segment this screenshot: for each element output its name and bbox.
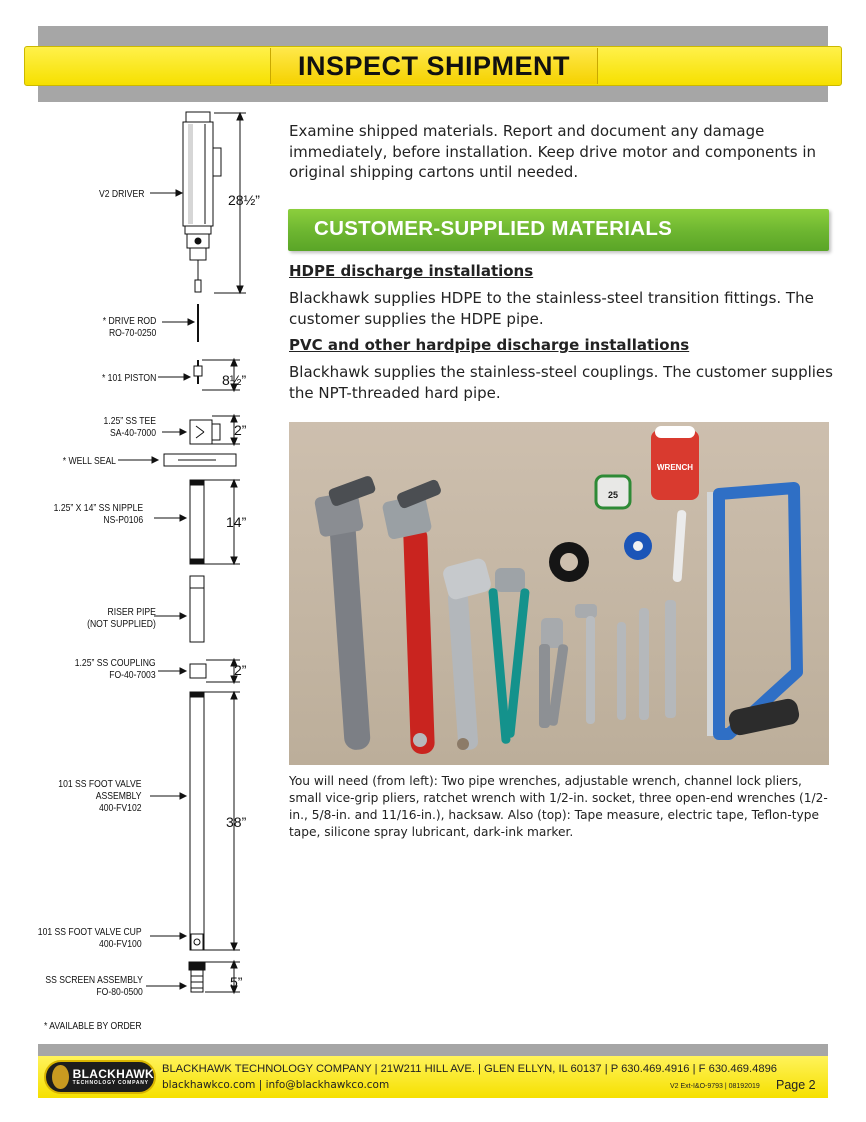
footer-contact-line: BLACKHAWK TECHNOLOGY COMPANY | 21W211 HILL AVE. | GLEN ELLYN, IL 60137 | P 630.469.4916 | F 630.469.4896 — [162, 1063, 778, 1075]
pump-assembly-drawing — [0, 104, 270, 1044]
teflon-tape — [624, 532, 652, 560]
label-text: V2 DRIVER — [98, 188, 144, 200]
label-part-number: SA-40-7000 — [110, 427, 156, 439]
label-text: SS SCREEN ASSEMBLY — [45, 974, 143, 986]
label-part-number: 400-FV102 — [99, 802, 142, 814]
electric-tape — [549, 542, 589, 582]
label-riser — [87, 606, 156, 630]
logo-wordmark — [73, 1068, 154, 1087]
label-note: (NOT SUPPLIED) — [87, 618, 156, 630]
silicone-spray-can — [651, 426, 699, 500]
open-end-wrench-1-2 — [617, 622, 626, 720]
label-text: 101 SS FOOT VALVE CUP — [38, 926, 142, 938]
open-end-wrench-5-8 — [639, 608, 649, 720]
label-foot-valve-cup — [38, 926, 142, 950]
logo-subtitle: TECHNOLOGY COMPANY — [72, 1079, 149, 1086]
dim-piston: 8½” — [222, 372, 247, 388]
hawk-icon — [52, 1065, 69, 1089]
footnote: * AVAILABLE BY ORDER — [44, 1020, 142, 1032]
label-part-number: FO-80-0500 — [96, 986, 143, 998]
label-text: RISER PIPE — [107, 606, 156, 618]
label-part-number: RO-70-0250 — [108, 327, 156, 339]
label-coupling — [75, 657, 156, 681]
dim-nipple: 14” — [226, 514, 247, 530]
pump-assembly-diagram — [0, 104, 270, 1044]
label-text: 1.25” SS COUPLING — [75, 657, 156, 669]
hdpe-paragraph: Blackhawk supplies HDPE to the stainless-steel transition fittings. The customer supplies the HDPE pipe. — [289, 289, 814, 328]
dim-tee: 2” — [234, 422, 247, 438]
label-tee — [104, 415, 156, 439]
footer-web-line: blackhawkco.com | info@blackhawkco.com — [162, 1079, 390, 1091]
label-text: ASSEMBLY — [96, 790, 142, 802]
label-text: * WELL SEAL — [62, 455, 116, 467]
intro-paragraph: Examine shipped materials. Report and document any damage immediately, before installation. Keep drive motor and components in original shipping cartons until needed. — [289, 122, 817, 181]
hdpe-heading: HDPE discharge installations — [289, 262, 534, 280]
label-part-number: FO-40-7003 — [109, 669, 156, 681]
label-text: 101 SS FOOT VALVE — [58, 778, 142, 790]
header-top-band — [38, 26, 828, 46]
dim-screen: 5” — [230, 974, 243, 990]
dim-coupling: 2” — [234, 662, 247, 678]
open-end-wrench-11-16 — [665, 600, 676, 718]
page-number: Page 2 — [776, 1078, 816, 1092]
label-nipple — [54, 502, 143, 526]
tape-measure — [596, 476, 630, 508]
label-drive-rod — [102, 315, 156, 339]
spray-can-label: WRENCH — [657, 463, 693, 472]
photo-caption: You will need (from left): Two pipe wrenches, adjustable wrench, channel lock pliers, small vice-grip pliers, ratchet wrench with 1/2-in. socket, three open-end wrenches (1/2-in., 5/8-in. and 11/16-in.), hacksaw. Also (top): Tape measure, electric tape, Teflon-type tape, silicone spray lubricant, dark-ink marker. — [289, 774, 828, 839]
pvc-heading: PVC and other hardpipe discharge installations — [289, 336, 690, 354]
page-title: INSPECT SHIPMENT — [297, 50, 571, 81]
section-title: CUSTOMER-SUPPLIED MATERIALS — [314, 217, 673, 240]
label-part-number: NS-P0106 — [103, 514, 143, 526]
label-screen — [46, 974, 143, 998]
label-text: 1.25” SS TEE — [103, 415, 156, 427]
label-piston — [102, 372, 156, 384]
label-text: * DRIVE ROD — [102, 315, 156, 327]
dim-driver: 28½” — [228, 192, 260, 208]
label-foot-valve — [59, 778, 142, 814]
footer-top-band — [38, 1044, 828, 1056]
dim-foot-valve: 38” — [226, 814, 247, 830]
blackhawk-logo — [44, 1060, 156, 1094]
label-part-number: 400-FV100 — [99, 938, 142, 950]
footer-doc-code: V2 Ext-I&O-9793 | 08192019 — [670, 1083, 760, 1090]
label-v2-driver — [99, 188, 144, 200]
label-text: * 101 PISTON — [101, 372, 156, 384]
header-title-box — [270, 48, 598, 84]
tape-measure-label: 25 — [607, 490, 619, 500]
label-text: 1.25” X 14” SS NIPPLE — [53, 502, 143, 514]
pvc-paragraph: Blackhawk supplies the stainless-steel couplings. The customer supplies the NPT-threaded hard pipe. — [289, 363, 833, 402]
label-well-seal — [63, 455, 116, 467]
tools-photo-illustration — [289, 422, 829, 765]
logo-name: BLACKHAWK — [72, 1066, 154, 1081]
tools-photo — [289, 422, 829, 765]
header-bottom-band — [38, 86, 828, 102]
